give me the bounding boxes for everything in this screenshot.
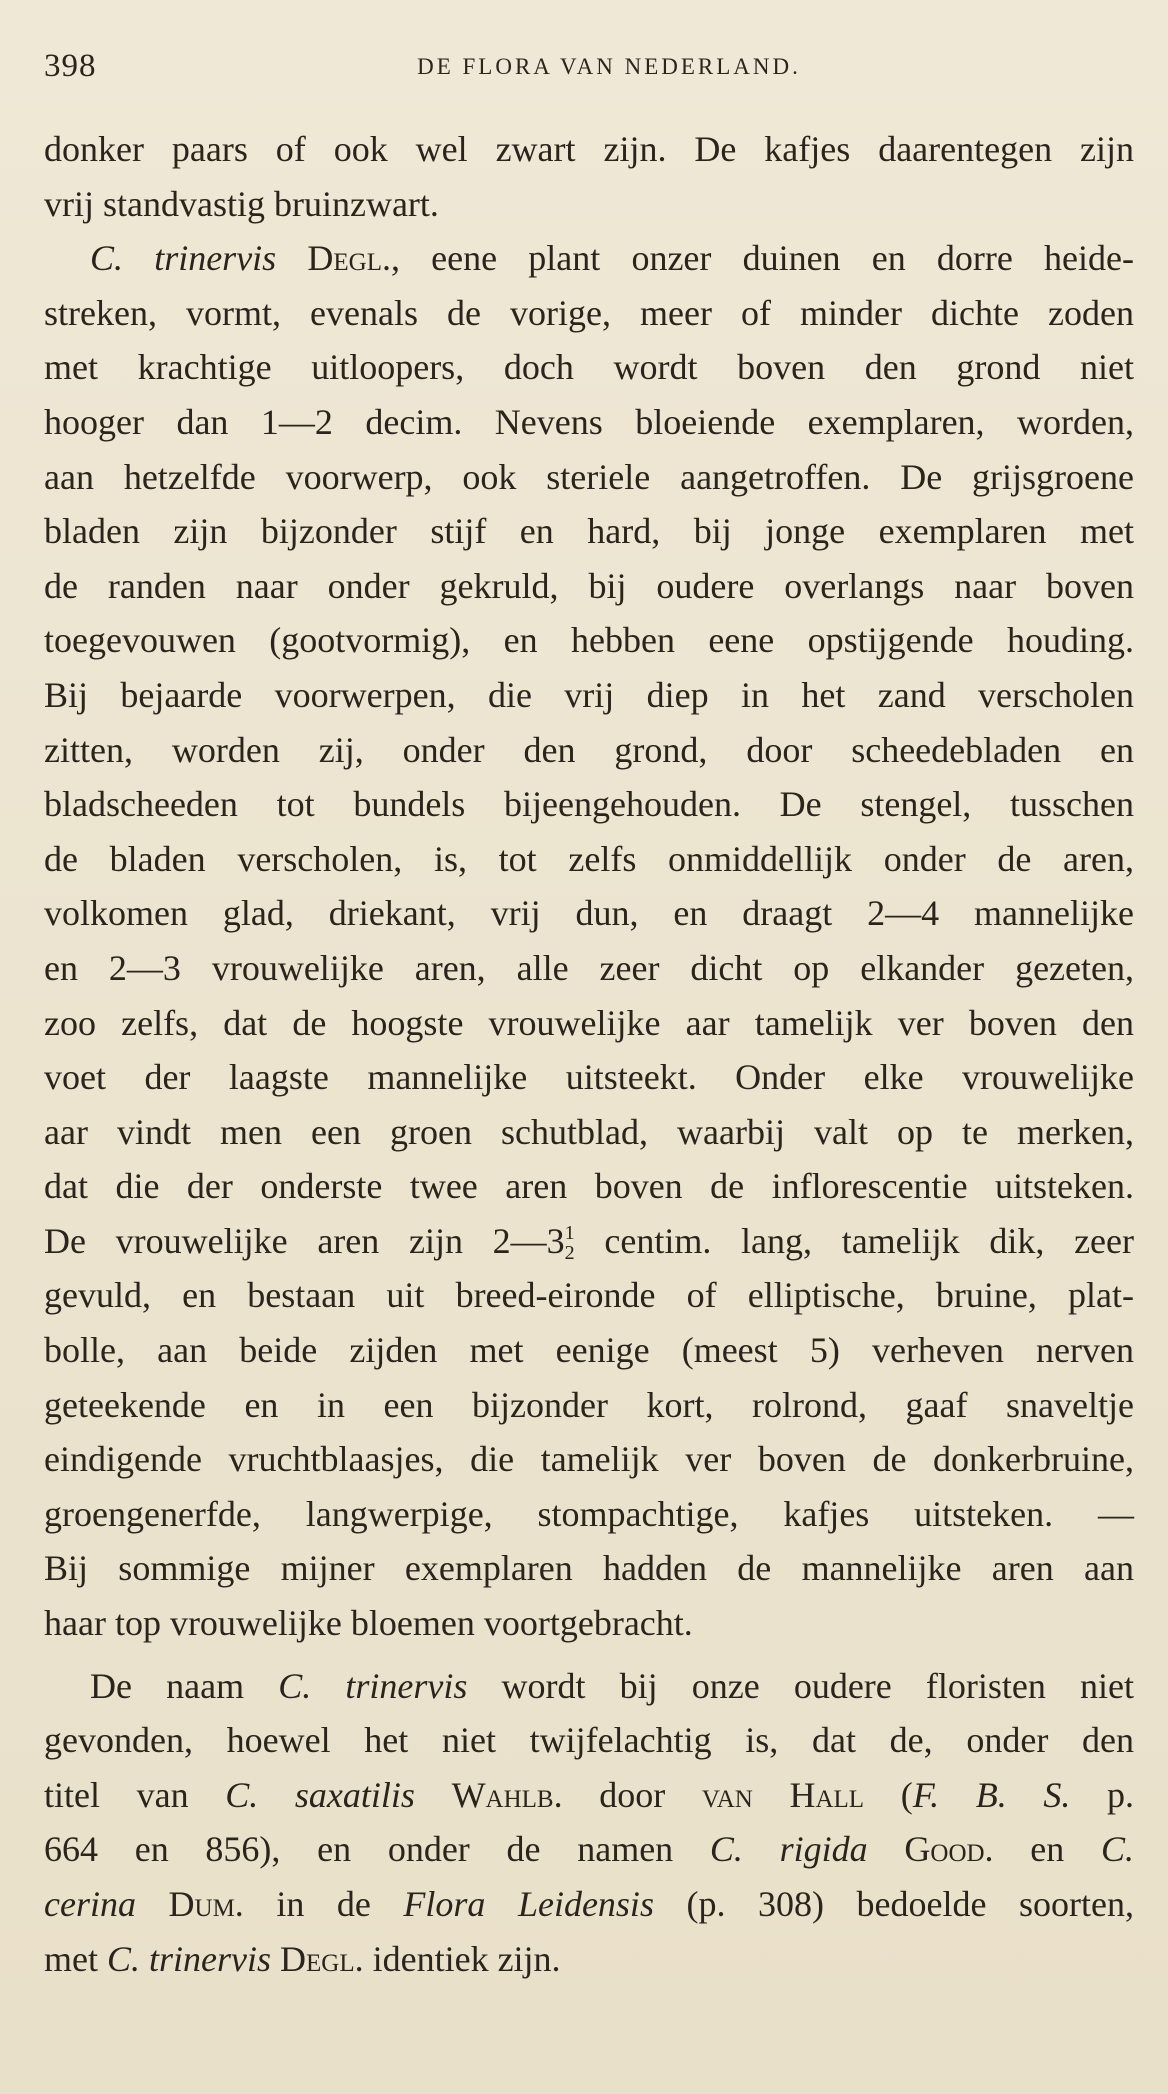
text-span: (: [864, 1774, 913, 1815]
text-line: Bij sommige mijner exemplaren hadden de mannelijke aren aan: [44, 1548, 1134, 1589]
text-span: [136, 1884, 169, 1924]
genus-abbrev: C.: [1100, 1829, 1134, 1870]
text-span: wordt bij onze oudere floristen niet: [467, 1665, 1134, 1706]
text-line: [44, 1768, 1134, 1823]
text-line: met krachtige uitloopers, doch wordt boven den grond niet: [44, 347, 1134, 388]
species-name: C. rigida: [709, 1829, 868, 1870]
author-name: van Hall: [701, 1774, 865, 1815]
text-span: (p. 308) bedoelde soorten,: [653, 1884, 1134, 1924]
text-line: vrij standvastig bruinzwart.: [44, 183, 439, 224]
text-line: gevonden, hoewel het niet twijfelachtig is, dat de, onder den: [44, 1720, 1134, 1761]
species-name: C. trinervis: [278, 1665, 468, 1706]
text-line: bolle, aan beide zijden met eenige (meest 5) verheven nerven: [44, 1330, 1134, 1371]
text-line: groengenerfde, langwerpige, stompachtige, kafjes uitsteken. —: [44, 1493, 1134, 1534]
text-line: aan hetzelfde voorwerp, ook steriele aangetroffen. De grijsgroene: [44, 456, 1134, 497]
text-line: en 2—3 vrouwelijke aren, alle zeer dicht op elkander gezeten,: [44, 947, 1134, 988]
text-span: en: [993, 1829, 1101, 1870]
text-span: p.: [1070, 1774, 1135, 1815]
text-span: in de: [243, 1884, 404, 1924]
text-span: De vrouwelijke aren zijn 2—3: [44, 1220, 565, 1261]
body-text: [44, 122, 1134, 1986]
text-line: de bladen verscholen, is, tot zelfs onmiddellijk onder de aren,: [44, 838, 1134, 879]
text-line: de randen naar onder gekruld, bij oudere overlangs naar boven: [44, 565, 1134, 606]
text-span: centim. lang, tamelijk dik, zeer: [574, 1220, 1134, 1261]
text-line: volkomen glad, driekant, vrij dun, en draagt 2—4 mannelijke: [44, 893, 1134, 934]
fraction-numerator: 1: [564, 1221, 575, 1244]
fraction-denominator: 2: [564, 1241, 575, 1264]
text-span: , eene plant onzer duinen en dorre heide-: [390, 238, 1134, 279]
text-line: [44, 231, 1134, 286]
page-number: 398: [44, 48, 97, 84]
work-title: Flora Leidensis: [403, 1884, 654, 1924]
text-line: streken, vormt, evenals de vorige, meer of minder dichte zoden: [44, 292, 1134, 333]
species-name: C. trinervis: [90, 238, 277, 279]
running-head: [44, 40, 1134, 102]
running-title: DE FLORA VAN NEDERLAND.: [417, 54, 801, 79]
text-line: dat die der onderste twee aren boven de inflorescentie uitsteken.: [44, 1166, 1134, 1207]
author-abbrev: Dum.: [168, 1884, 244, 1924]
text-line: donker paars of ook wel zwart zijn. De kafjes daarentegen zijn: [44, 129, 1134, 169]
fraction: [565, 1223, 575, 1263]
text-line: [44, 1214, 1134, 1269]
text-line: aar vindt men een groen schutblad, waarbij valt op te merken,: [44, 1111, 1134, 1152]
text-span: [868, 1829, 905, 1869]
text-line: toegevouwen (gootvormig), en hebben eene opstijgende houding.: [44, 620, 1134, 661]
text-line: [44, 1877, 1134, 1932]
species-name: C. saxatilis: [225, 1774, 415, 1815]
author-abbrev: Good.: [904, 1829, 994, 1870]
text-line: geteekende en in een bijzonder kort, rolrond, gaaf snaveltje: [44, 1384, 1134, 1425]
text-line: [44, 1932, 1134, 1987]
text-span: 664 en 856), en onder de namen: [44, 1829, 710, 1870]
text-line: eindigende vruchtblaasjes, die tamelijk ver boven de donkerbruine,: [44, 1439, 1134, 1480]
text-span: [415, 1775, 452, 1815]
species-name: C. trinervis: [106, 1938, 271, 1979]
text-line: gevuld, en bestaan uit breed-eironde of elliptische, bruine, plat-: [44, 1275, 1134, 1316]
paragraph-gap: [44, 1651, 1134, 1659]
text-line: hooger dan 1—2 decim. Nevens bloeiende exemplaren, worden,: [44, 401, 1134, 442]
author-abbrev: Wahlb.: [451, 1774, 563, 1815]
text-line: zitten, worden zij, onder den grond, door scheedebladen en: [44, 729, 1134, 770]
text-line: haar top vrouwelijke bloemen voortgebracht.: [44, 1603, 693, 1644]
author-abbrev: Degl.: [280, 1938, 364, 1979]
species-epithet: cerina: [44, 1884, 136, 1924]
text-span: identiek zijn.: [363, 1938, 561, 1979]
text-line: Bij bejaarde voorwerpen, die vrij diep in het zand verscholen: [44, 674, 1134, 715]
text-line: bladen zijn bijzonder stijf en hard, bij jonge exemplaren met: [44, 511, 1134, 552]
work-abbrev: F. B. S.: [912, 1774, 1071, 1815]
text-line: [44, 1659, 1134, 1714]
text-line: zoo zelfs, dat de hoogste vrouwelijke aar tamelijk ver boven den: [44, 1002, 1134, 1043]
author-abbrev: Degl.: [307, 238, 391, 279]
text-span: [271, 1939, 280, 1979]
text-line: [44, 1822, 1134, 1877]
text-span: De naam: [90, 1665, 279, 1706]
text-line: voet der laagste mannelijke uitsteekt. Onder elke vrouwelijke: [44, 1057, 1134, 1098]
text-span: met: [44, 1938, 107, 1979]
text-line: bladscheeden tot bundels bijeengehouden. De stengel, tusschen: [44, 784, 1134, 825]
text-span: door: [562, 1774, 702, 1815]
text-span: titel van: [44, 1774, 226, 1815]
